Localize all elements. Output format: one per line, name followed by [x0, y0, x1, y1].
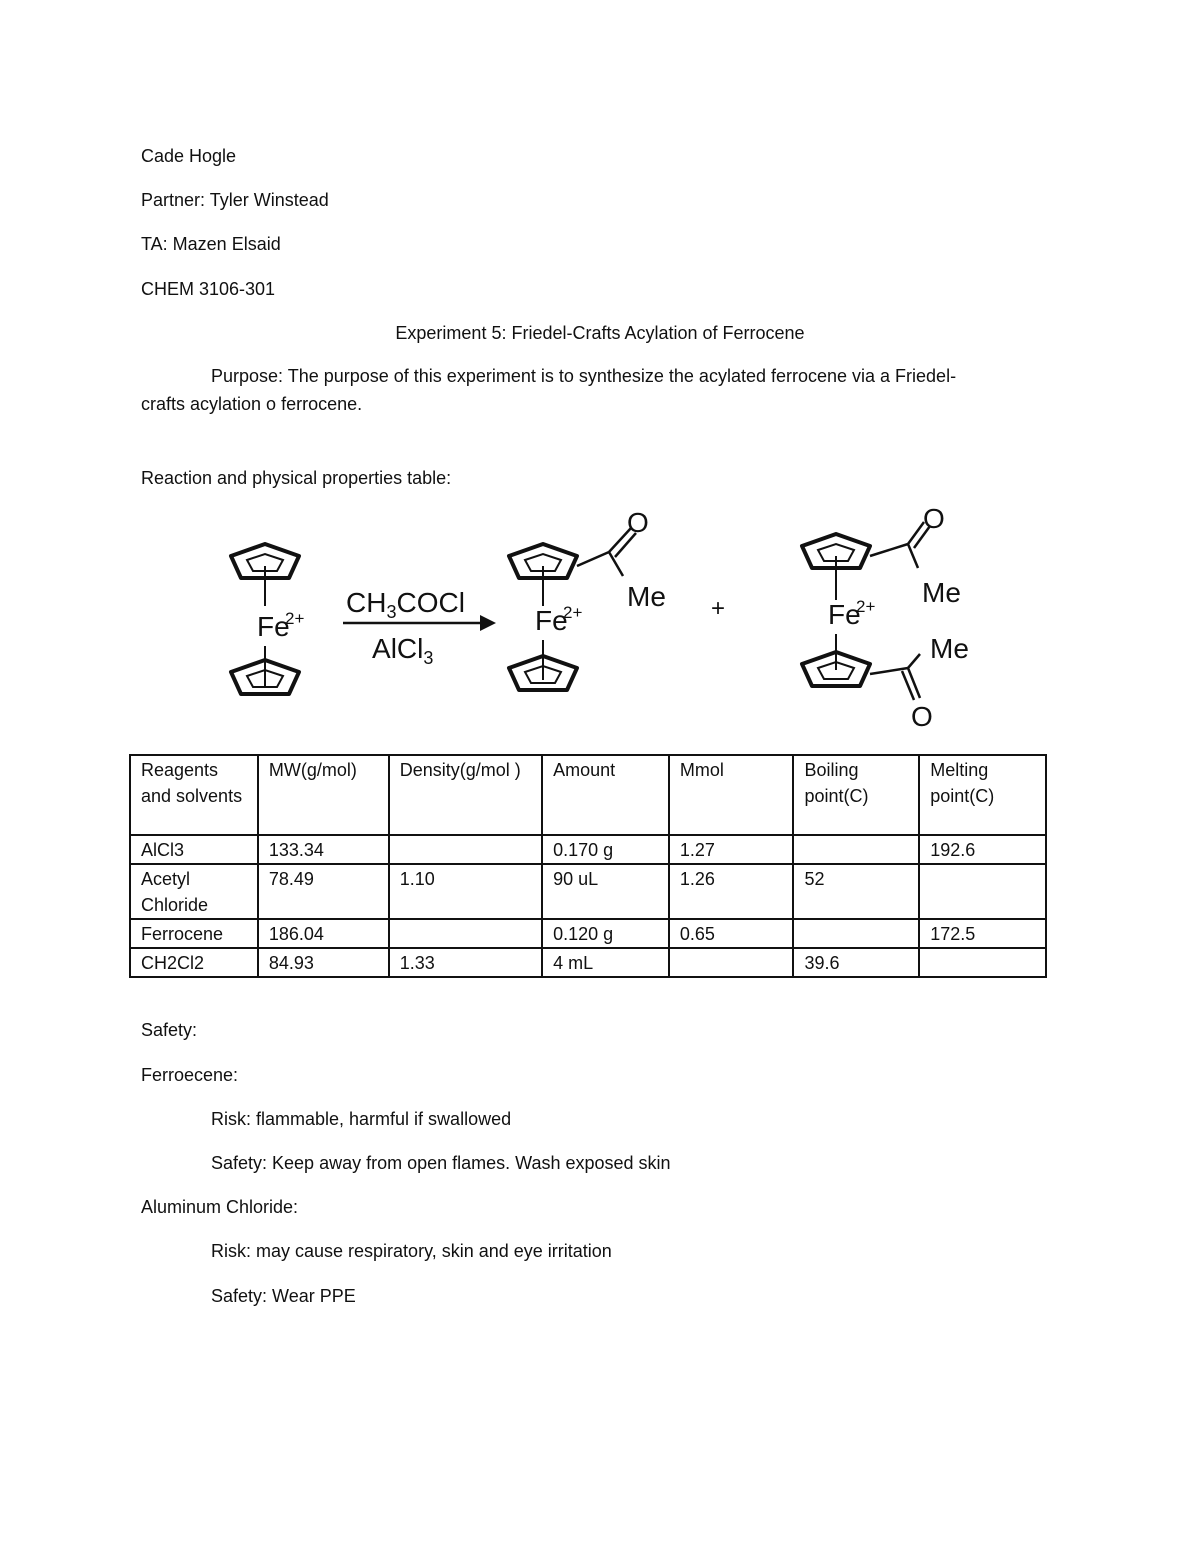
- table-cell: [793, 919, 919, 948]
- header-cell: Melting point(C): [919, 755, 1046, 835]
- table-row: [130, 835, 1046, 864]
- table-cell: 192.6: [919, 835, 1046, 864]
- reagent-aluminum-chloride: AlCl3: [372, 633, 434, 668]
- table-cell: 52: [793, 864, 919, 919]
- header-cell: Reagents and solvents: [130, 755, 258, 835]
- table-cell: [793, 835, 919, 864]
- iron-charge: 2+: [563, 603, 583, 622]
- header-cell: Boiling point(C): [793, 755, 919, 835]
- author-name: Cade Hogle: [141, 146, 237, 166]
- risk-line: Risk: may cause respiratory, skin and eye irritation: [211, 1241, 612, 1261]
- table-cell: 0.120 g: [542, 919, 669, 948]
- purpose-paragraph: [141, 362, 1041, 418]
- header-cell: Amount: [542, 755, 669, 835]
- table-cell: 133.34: [258, 835, 389, 864]
- safety-heading: Safety:: [141, 1020, 198, 1040]
- acetylferrocene-product: [509, 507, 666, 690]
- document-title: Experiment 5: Friedel-Crafts Acylation of Ferrocene: [395, 323, 805, 343]
- table-cell: 172.5: [919, 919, 1046, 948]
- header-cell: Density(g/mol ): [389, 755, 542, 835]
- methyl-label: Me: [627, 581, 666, 612]
- reaction-arrow: [343, 587, 496, 668]
- header-cell: MW(g/mol): [258, 755, 389, 835]
- table-row: [130, 919, 1046, 948]
- table-cell: 90 uL: [542, 864, 669, 919]
- ferrocene-reactant: [231, 544, 304, 694]
- partner-line: Partner: Tyler Winstead: [141, 190, 329, 210]
- purpose-line-1: Purpose: The purpose of this experiment is to synthesize the acylated ferrocene via a Friedel-: [211, 366, 957, 386]
- table-cell: [389, 919, 542, 948]
- reaction-heading: Reaction and physical properties table:: [141, 468, 452, 488]
- table-cell: 1.10: [389, 864, 542, 919]
- iron-charge: 2+: [856, 597, 876, 616]
- plus-sign: +: [711, 595, 726, 622]
- table-cell: 1.33: [389, 948, 542, 977]
- iron-label: Fe: [257, 611, 290, 642]
- carbonyl-oxygen-bottom: O: [911, 701, 933, 732]
- table-header-row: [130, 755, 1046, 835]
- table-cell: 1.26: [669, 864, 794, 919]
- table-cell: AlCl3: [130, 835, 258, 864]
- table-cell: 186.04: [258, 919, 389, 948]
- table-cell: 1.27: [669, 835, 794, 864]
- diacetylferrocene-product: [802, 503, 969, 732]
- carbonyl-oxygen: O: [627, 507, 649, 538]
- methyl-label-bottom: Me: [930, 633, 969, 664]
- course-line: CHEM 3106-301: [141, 279, 276, 299]
- ta-line: TA: Mazen Elsaid: [141, 234, 281, 254]
- reagent-acetyl-chloride: CH3COCl: [346, 587, 465, 622]
- table-cell: 84.93: [258, 948, 389, 977]
- table-cell: 0.170 g: [542, 835, 669, 864]
- iron-charge: 2+: [285, 609, 305, 628]
- table-cell: [919, 948, 1046, 977]
- table-cell: 4 mL: [542, 948, 669, 977]
- table-cell: [669, 948, 794, 977]
- safety-line: Safety: Wear PPE: [211, 1286, 356, 1306]
- reaction-scheme: [200, 500, 1000, 735]
- carbonyl-oxygen-top: O: [923, 503, 945, 534]
- table-cell: 39.6: [793, 948, 919, 977]
- table-row: [130, 864, 1046, 919]
- chemical-name: Aluminum Chloride:: [141, 1197, 299, 1217]
- table-row: [130, 948, 1046, 977]
- table-cell: Ferrocene: [130, 919, 258, 948]
- table-cell: [919, 864, 1046, 919]
- table-cell: CH2Cl2: [130, 948, 258, 977]
- safety-line: Safety: Keep away from open flames. Wash exposed skin: [211, 1153, 671, 1173]
- properties-table: [129, 754, 1047, 978]
- table-cell: 0.65: [669, 919, 794, 948]
- chemical-name: Ferroecene:: [141, 1065, 239, 1085]
- header-cell: Mmol: [669, 755, 794, 835]
- risk-line: Risk: flammable, harmful if swallowed: [211, 1109, 512, 1129]
- table-cell: Acetyl Chloride: [130, 864, 258, 919]
- iron-label: Fe: [828, 599, 861, 630]
- table-cell: 78.49: [258, 864, 389, 919]
- table-cell: [389, 835, 542, 864]
- methyl-label-top: Me: [922, 577, 961, 608]
- purpose-line-2: crafts acylation o ferrocene.: [141, 394, 363, 414]
- iron-label: Fe: [535, 605, 568, 636]
